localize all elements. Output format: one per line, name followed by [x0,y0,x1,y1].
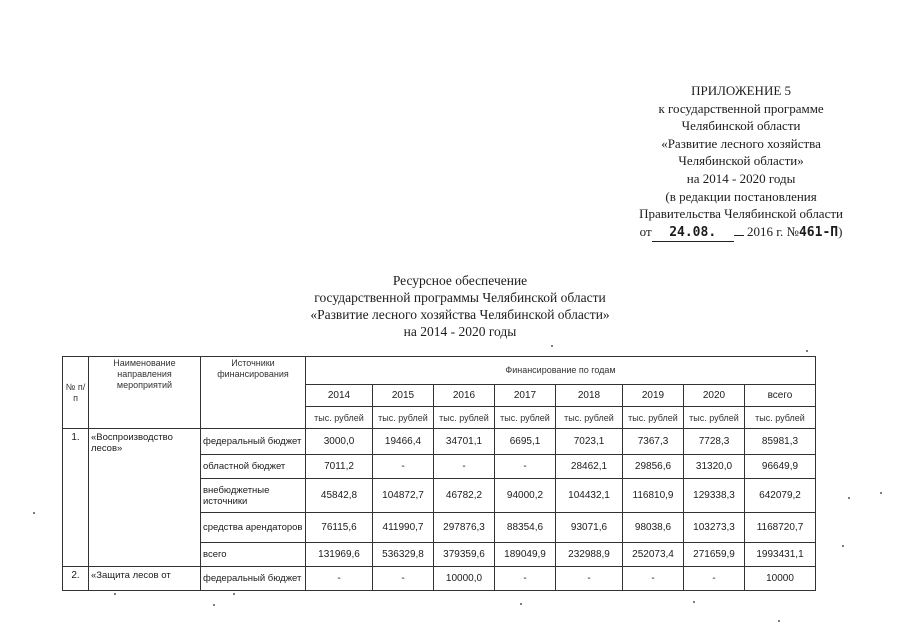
unit-label: тыс. рублей [623,407,684,429]
row-name: «Воспроизводство лесов» [89,429,201,567]
closing-paren: ) [838,223,843,239]
value-cell: 7367,3 [623,429,684,455]
value-cell: 45842,8 [306,479,373,513]
scan-speck [778,620,780,622]
unit-label: тыс. рублей [306,407,373,429]
value-cell: 94000,2 [495,479,556,513]
scan-speck [693,601,695,603]
total-cell: 96649,9 [745,455,816,479]
year-header: 2017 [495,385,556,407]
value-cell: 103273,3 [684,513,745,543]
value-cell: 7728,3 [684,429,745,455]
total-header: всего [745,385,816,407]
value-cell: - [684,567,745,591]
value-cell: - [373,455,434,479]
appendix-line: Челябинской области [681,118,801,134]
total-cell: 642079,2 [745,479,816,513]
appendix-line: «Развитие лесного хозяйства [661,135,821,151]
value-cell: - [495,455,556,479]
value-cell: 88354,6 [495,513,556,543]
total-cell: 85981,3 [745,429,816,455]
value-cell: - [495,567,556,591]
unit-label: тыс. рублей [373,407,434,429]
value-cell: - [434,455,495,479]
value-cell: 104872,7 [373,479,434,513]
value-cell: 29856,6 [623,455,684,479]
title-line: государственной программы Челябинской области [314,290,606,305]
value-cell: 104432,1 [556,479,623,513]
scan-speck [520,603,522,605]
header-financing: Финансирование по годам [306,357,816,385]
financing-table [62,356,816,591]
scan-speck [842,545,844,547]
document-title [260,272,660,340]
year-header: 2014 [306,385,373,407]
value-cell: 10000,0 [434,567,495,591]
year-header: 2020 [684,385,745,407]
value-cell: 379359,6 [434,543,495,567]
value-cell: - [306,567,373,591]
header-name: Наименование направления мероприятий [89,357,201,429]
appendix-line: Правительства Челябинской области [639,206,843,222]
value-cell: 34701,1 [434,429,495,455]
appendix-heading: ПРИЛОЖЕНИЕ 5 [691,83,792,98]
scan-speck [213,604,215,606]
appendix-line: на 2014 - 2020 годы [686,170,796,186]
scan-speck [233,593,235,595]
unit-label: тыс. рублей [745,407,816,429]
row-number: 2. [63,567,89,591]
value-cell: 232988,9 [556,543,623,567]
value-cell: 271659,9 [684,543,745,567]
scan-speck [848,497,850,499]
appendix-line: к государственной программе [658,100,824,116]
value-cell: 189049,9 [495,543,556,567]
table-row [63,567,816,591]
value-cell: - [556,567,623,591]
scan-speck [551,345,553,347]
value-cell: 536329,8 [373,543,434,567]
date-stamp: 24.08. [669,224,717,240]
value-cell: 131969,6 [306,543,373,567]
scan-speck [880,492,882,494]
table-row [63,429,816,455]
value-cell: 31320,0 [684,455,745,479]
unit-label: тыс. рублей [684,407,745,429]
row-name: «Защита лесов от [89,567,201,591]
value-cell: 129338,3 [684,479,745,513]
header-row [63,357,816,385]
decree-date-line [639,223,843,243]
date-prefix: от [639,223,652,239]
year-part: 2016 г. № [746,223,799,239]
year-header: 2015 [373,385,434,407]
value-cell: 3000,0 [306,429,373,455]
unit-label: тыс. рублей [495,407,556,429]
value-cell: 98038,6 [623,513,684,543]
funding-source: всего [201,543,306,567]
value-cell: 7023,1 [556,429,623,455]
value-cell: 93071,6 [556,513,623,543]
row-number: 1. [63,429,89,567]
title-line: на 2014 - 2020 годы [403,324,517,339]
scan-speck [806,350,808,352]
header-num: № п/п [63,357,89,429]
value-cell: 297876,3 [434,513,495,543]
appendix-line: (в редакции постановления [665,188,817,204]
value-cell: - [623,567,684,591]
value-cell: 46782,2 [434,479,495,513]
value-cell: 6695,1 [495,429,556,455]
appendix-line: Челябинской области» [678,153,804,169]
funding-source: федеральный бюджет [201,567,306,591]
scan-speck [33,512,35,514]
value-cell: 411990,7 [373,513,434,543]
total-cell: 1993431,1 [745,543,816,567]
year-header: 2019 [623,385,684,407]
funding-source: средства арендаторов [201,513,306,543]
value-cell: 116810,9 [623,479,684,513]
scan-speck [114,593,116,595]
year-header: 2016 [434,385,495,407]
value-cell: 28462,1 [556,455,623,479]
total-cell: 1168720,7 [745,513,816,543]
funding-source: областной бюджет [201,455,306,479]
title-line: «Развитие лесного хозяйства Челябинской области» [310,307,610,322]
header-source: Источники финансирования [201,357,306,429]
title-line: Ресурсное обеспечение [392,273,528,288]
total-cell: 10000 [745,567,816,591]
appendix-block [639,82,843,242]
year-header: 2018 [556,385,623,407]
decree-number-stamp: 461-П [798,224,839,240]
unit-label: тыс. рублей [434,407,495,429]
value-cell: 7011,2 [306,455,373,479]
unit-label: тыс. рублей [556,407,623,429]
value-cell: 252073,4 [623,543,684,567]
value-cell: 19466,4 [373,429,434,455]
value-cell: - [373,567,434,591]
value-cell: 76115,6 [306,513,373,543]
funding-source: внебюджетные источники [201,479,306,513]
funding-source: федеральный бюджет [201,429,306,455]
